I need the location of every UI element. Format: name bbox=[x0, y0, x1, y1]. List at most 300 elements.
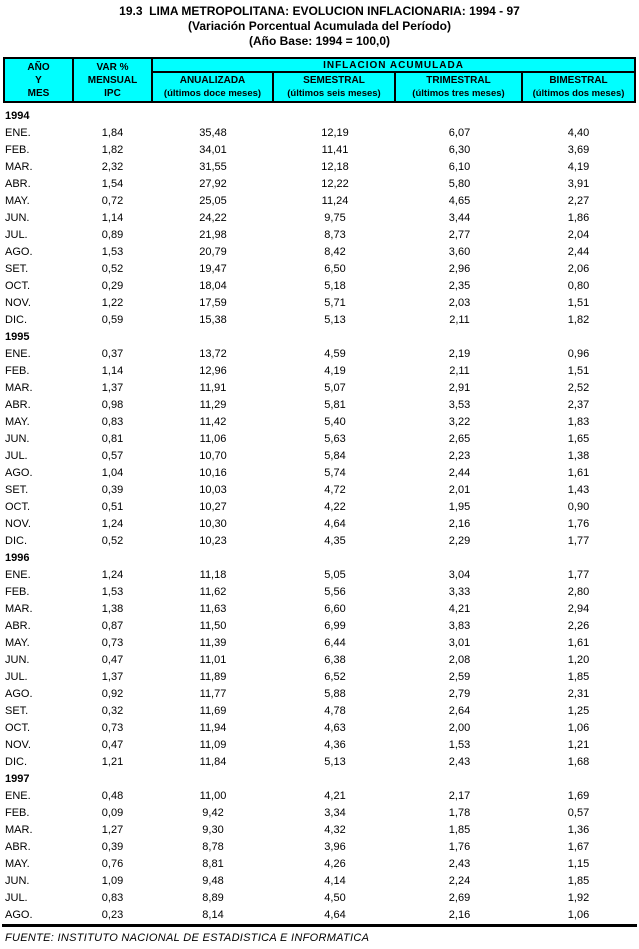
var-mensual-value: 0,87 bbox=[101, 620, 124, 632]
bimestral-value: 2,26 bbox=[567, 620, 590, 632]
month-label: DIC. bbox=[5, 314, 27, 326]
trimestral-value: 2,43 bbox=[448, 756, 471, 768]
header-semestral-note: (últimos seis meses) bbox=[287, 88, 381, 99]
bimestral-value: 1,38 bbox=[567, 450, 590, 462]
data-row bbox=[0, 601, 639, 618]
semestral-value: 5,81 bbox=[324, 399, 346, 411]
data-row bbox=[0, 244, 639, 261]
data-row bbox=[0, 533, 639, 550]
bimestral-value: 1,85 bbox=[567, 875, 590, 887]
semestral-value: 8,42 bbox=[324, 246, 346, 258]
header-subcolumns bbox=[153, 73, 634, 101]
semestral-value: 5,40 bbox=[324, 416, 346, 428]
anualizada-value: 12,96 bbox=[199, 365, 227, 377]
anualizada-value: 25,05 bbox=[199, 195, 227, 207]
data-row bbox=[0, 448, 639, 465]
month-label: JUL. bbox=[5, 892, 28, 904]
month-label: DIC. bbox=[5, 756, 27, 768]
semestral-value: 5,74 bbox=[324, 467, 346, 479]
month-label: ENE. bbox=[5, 569, 31, 581]
semestral-value: 4,59 bbox=[324, 348, 346, 360]
source-note: FUENTE: INSTITUTO NACIONAL DE ESTADISTICA E INFORMATICA bbox=[5, 932, 370, 944]
var-mensual-value: 1,09 bbox=[101, 875, 124, 887]
var-mensual-value: 0,81 bbox=[101, 433, 124, 445]
var-mensual-value: 1,14 bbox=[101, 365, 124, 377]
data-row bbox=[0, 567, 639, 584]
anualizada-value: 17,59 bbox=[199, 297, 227, 309]
var-mensual-value: 0,32 bbox=[101, 705, 124, 717]
bottom-rule bbox=[2, 924, 637, 927]
bimestral-value: 0,57 bbox=[567, 807, 590, 819]
semestral-value: 6,44 bbox=[324, 637, 346, 649]
anualizada-value: 11,94 bbox=[199, 722, 227, 734]
anualizada-value: 10,70 bbox=[199, 450, 227, 462]
var-mensual-value: 0,98 bbox=[101, 399, 124, 411]
month-label: MAY. bbox=[5, 195, 30, 207]
var-mensual-value: 1,14 bbox=[101, 212, 124, 224]
bimestral-value: 1,51 bbox=[567, 297, 590, 309]
data-row bbox=[0, 635, 639, 652]
var-mensual-value: 0,83 bbox=[101, 416, 124, 428]
month-label: FEB. bbox=[5, 807, 30, 819]
data-row bbox=[0, 873, 639, 890]
month-label: MAR. bbox=[5, 382, 33, 394]
bimestral-value: 1,43 bbox=[567, 484, 590, 496]
anualizada-value: 8,78 bbox=[202, 841, 224, 853]
bimestral-value: 1,06 bbox=[567, 722, 590, 734]
bimestral-value: 0,90 bbox=[567, 501, 590, 513]
var-mensual-value: 1,38 bbox=[101, 603, 124, 615]
semestral-value: 5,71 bbox=[324, 297, 346, 309]
trimestral-value: 2,23 bbox=[448, 450, 471, 462]
trimestral-value: 2,69 bbox=[448, 892, 471, 904]
data-row bbox=[0, 618, 639, 635]
var-mensual-value: 1,54 bbox=[101, 178, 124, 190]
data-row bbox=[0, 754, 639, 771]
header-ano: AÑO bbox=[27, 61, 50, 73]
data-row bbox=[0, 465, 639, 482]
month-label: FEB. bbox=[5, 144, 30, 156]
anualizada-value: 8,89 bbox=[202, 892, 224, 904]
bimestral-value: 3,69 bbox=[567, 144, 590, 156]
var-mensual-value: 0,83 bbox=[101, 892, 124, 904]
trimestral-value: 1,95 bbox=[448, 501, 471, 513]
trimestral-value: 2,65 bbox=[448, 433, 471, 445]
year-row: 1995 bbox=[5, 331, 30, 343]
data-row bbox=[0, 397, 639, 414]
month-label: ABR. bbox=[5, 841, 31, 853]
anualizada-value: 10,23 bbox=[199, 535, 227, 547]
header-y: Y bbox=[35, 74, 42, 86]
data-row bbox=[0, 346, 639, 363]
anualizada-value: 31,55 bbox=[199, 161, 227, 173]
data-row bbox=[0, 142, 639, 159]
anualizada-value: 11,63 bbox=[199, 603, 227, 615]
anualizada-value: 11,00 bbox=[199, 790, 227, 802]
trimestral-value: 2,24 bbox=[448, 875, 471, 887]
title-line-3: (Año Base: 1994 = 100,0) bbox=[248, 34, 391, 48]
header-anualizada-label: ANUALIZADA bbox=[179, 75, 246, 86]
bimestral-value: 2,27 bbox=[567, 195, 590, 207]
data-row bbox=[0, 584, 639, 601]
var-mensual-value: 0,47 bbox=[101, 654, 124, 666]
bimestral-value: 1,77 bbox=[567, 569, 590, 581]
month-label: MAY. bbox=[5, 637, 30, 649]
trimestral-value: 2,19 bbox=[448, 348, 471, 360]
bimestral-value: 2,94 bbox=[567, 603, 590, 615]
semestral-value: 5,18 bbox=[324, 280, 346, 292]
bimestral-value: 2,06 bbox=[567, 263, 590, 275]
anualizada-value: 8,81 bbox=[202, 858, 224, 870]
bimestral-value: 2,80 bbox=[567, 586, 590, 598]
trimestral-value: 1,78 bbox=[448, 807, 471, 819]
bimestral-value: 1,21 bbox=[567, 739, 590, 751]
anualizada-value: 9,30 bbox=[202, 824, 224, 836]
var-mensual-value: 1,24 bbox=[101, 569, 124, 581]
month-label: MAR. bbox=[5, 603, 33, 615]
trimestral-value: 3,01 bbox=[448, 637, 471, 649]
semestral-value: 12,18 bbox=[321, 161, 349, 173]
anualizada-value: 11,62 bbox=[199, 586, 227, 598]
var-mensual-value: 1,27 bbox=[101, 824, 124, 836]
bimestral-value: 1,61 bbox=[567, 467, 590, 479]
semestral-value: 4,35 bbox=[324, 535, 346, 547]
semestral-value: 4,78 bbox=[324, 705, 346, 717]
month-label: JUL. bbox=[5, 671, 28, 683]
bimestral-value: 4,40 bbox=[567, 127, 590, 139]
anualizada-value: 9,48 bbox=[202, 875, 224, 887]
var-mensual-value: 0,72 bbox=[101, 195, 124, 207]
semestral-value: 5,88 bbox=[324, 688, 346, 700]
trimestral-value: 3,83 bbox=[448, 620, 471, 632]
bimestral-value: 0,96 bbox=[567, 348, 590, 360]
header-bimestral-note: (últimos dos meses) bbox=[532, 88, 625, 99]
data-row bbox=[0, 431, 639, 448]
data-row bbox=[0, 261, 639, 278]
month-label: FEB. bbox=[5, 586, 30, 598]
data-row bbox=[0, 193, 639, 210]
var-mensual-value: 0,76 bbox=[101, 858, 124, 870]
semestral-value: 5,84 bbox=[324, 450, 346, 462]
month-label: JUN. bbox=[5, 654, 30, 666]
data-row bbox=[0, 890, 639, 907]
trimestral-value: 3,53 bbox=[448, 399, 471, 411]
bimestral-value: 1,25 bbox=[567, 705, 590, 717]
month-label: OCT. bbox=[5, 280, 31, 292]
trimestral-value: 6,07 bbox=[448, 127, 471, 139]
month-label: AGO. bbox=[5, 688, 33, 700]
bimestral-value: 1,69 bbox=[567, 790, 590, 802]
trimestral-value: 2,59 bbox=[448, 671, 471, 683]
trimestral-value: 6,30 bbox=[448, 144, 471, 156]
var-mensual-value: 2,32 bbox=[101, 161, 124, 173]
data-row bbox=[0, 720, 639, 737]
var-mensual-value: 1,22 bbox=[101, 297, 124, 309]
semestral-value: 11,24 bbox=[321, 195, 349, 207]
title-line-1: 19.3 LIMA METROPOLITANA: EVOLUCION INFLACIONARIA: 1994 - 97 bbox=[119, 4, 520, 18]
trimestral-value: 1,53 bbox=[448, 739, 471, 751]
month-label: FEB. bbox=[5, 365, 30, 377]
data-row bbox=[0, 482, 639, 499]
trimestral-value: 2,16 bbox=[448, 518, 471, 530]
trimestral-value: 2,64 bbox=[448, 705, 471, 717]
bimestral-value: 2,04 bbox=[567, 229, 590, 241]
data-row bbox=[0, 363, 639, 380]
anualizada-value: 9,42 bbox=[202, 807, 224, 819]
var-mensual-value: 0,73 bbox=[101, 637, 124, 649]
bimestral-value: 1,77 bbox=[567, 535, 590, 547]
month-label: NOV. bbox=[5, 739, 31, 751]
month-label: ABR. bbox=[5, 399, 31, 411]
semestral-value: 3,34 bbox=[324, 807, 346, 819]
header-mensual: MENSUAL bbox=[87, 74, 138, 86]
anualizada-value: 11,84 bbox=[199, 756, 227, 768]
anualizada-value: 19,47 bbox=[199, 263, 227, 275]
data-row bbox=[0, 210, 639, 227]
month-label: JUL. bbox=[5, 229, 28, 241]
header-semestral bbox=[274, 73, 396, 101]
var-mensual-value: 0,29 bbox=[101, 280, 124, 292]
data-row bbox=[0, 312, 639, 329]
header-inflacion-acumulada: INFLACION ACUMULADA bbox=[153, 59, 634, 73]
month-label: MAY. bbox=[5, 858, 30, 870]
semestral-value: 4,26 bbox=[324, 858, 346, 870]
semestral-value: 12,22 bbox=[321, 178, 349, 190]
semestral-value: 8,73 bbox=[324, 229, 346, 241]
data-row bbox=[0, 703, 639, 720]
month-label: JUN. bbox=[5, 433, 30, 445]
month-label: AGO. bbox=[5, 246, 33, 258]
bimestral-value: 1,15 bbox=[567, 858, 590, 870]
bimestral-value: 1,06 bbox=[567, 909, 590, 921]
anualizada-value: 21,98 bbox=[199, 229, 227, 241]
header-ipc: IPC bbox=[104, 87, 121, 99]
data-row bbox=[0, 516, 639, 533]
semestral-value: 4,36 bbox=[324, 739, 346, 751]
month-label: ABR. bbox=[5, 178, 31, 190]
trimestral-value: 3,22 bbox=[448, 416, 471, 428]
semestral-value: 6,60 bbox=[324, 603, 346, 615]
month-label: SET. bbox=[5, 484, 29, 496]
anualizada-value: 34,01 bbox=[199, 144, 227, 156]
semestral-value: 4,14 bbox=[324, 875, 346, 887]
trimestral-value: 2,00 bbox=[448, 722, 471, 734]
anualizada-value: 11,77 bbox=[199, 688, 227, 700]
month-label: DIC. bbox=[5, 535, 27, 547]
month-label: MAR. bbox=[5, 824, 33, 836]
data-row bbox=[0, 278, 639, 295]
var-mensual-value: 0,09 bbox=[101, 807, 124, 819]
var-mensual-value: 0,47 bbox=[101, 739, 124, 751]
data-row bbox=[0, 380, 639, 397]
semestral-value: 5,13 bbox=[324, 314, 346, 326]
trimestral-value: 2,77 bbox=[448, 229, 471, 241]
var-mensual-value: 1,53 bbox=[101, 586, 124, 598]
trimestral-value: 6,10 bbox=[448, 161, 471, 173]
bimestral-value: 1,61 bbox=[567, 637, 590, 649]
semestral-value: 6,99 bbox=[324, 620, 346, 632]
trimestral-value: 2,91 bbox=[448, 382, 471, 394]
month-label: ABR. bbox=[5, 620, 31, 632]
trimestral-value: 3,44 bbox=[448, 212, 471, 224]
anualizada-value: 18,04 bbox=[199, 280, 227, 292]
bimestral-value: 1,83 bbox=[567, 416, 590, 428]
trimestral-value: 2,79 bbox=[448, 688, 471, 700]
month-label: AGO. bbox=[5, 909, 33, 921]
anualizada-value: 11,06 bbox=[199, 433, 227, 445]
header-trimestral bbox=[396, 73, 523, 101]
data-row bbox=[0, 822, 639, 839]
bimestral-value: 1,82 bbox=[567, 314, 590, 326]
semestral-value: 4,63 bbox=[324, 722, 346, 734]
anualizada-value: 10,16 bbox=[199, 467, 227, 479]
semestral-value: 6,50 bbox=[324, 263, 346, 275]
month-label: MAY. bbox=[5, 416, 30, 428]
header-semestral-label: SEMESTRAL bbox=[303, 75, 365, 86]
var-mensual-value: 0,23 bbox=[101, 909, 124, 921]
var-mensual-value: 1,21 bbox=[101, 756, 124, 768]
anualizada-value: 10,27 bbox=[199, 501, 227, 513]
anualizada-value: 13,72 bbox=[199, 348, 227, 360]
anualizada-value: 11,42 bbox=[199, 416, 227, 428]
data-row bbox=[0, 295, 639, 312]
var-mensual-value: 0,37 bbox=[101, 348, 124, 360]
var-mensual-value: 0,48 bbox=[101, 790, 124, 802]
month-label: AGO. bbox=[5, 467, 33, 479]
var-mensual-value: 0,52 bbox=[101, 263, 124, 275]
data-row bbox=[0, 652, 639, 669]
var-mensual-value: 1,04 bbox=[101, 467, 124, 479]
trimestral-value: 5,80 bbox=[448, 178, 471, 190]
var-mensual-value: 1,37 bbox=[101, 671, 124, 683]
table-body bbox=[0, 108, 639, 924]
header-anualizada-note: (últimos doce meses) bbox=[163, 88, 262, 99]
data-row bbox=[0, 805, 639, 822]
var-mensual-value: 1,37 bbox=[101, 382, 124, 394]
var-mensual-value: 0,59 bbox=[101, 314, 124, 326]
var-mensual-value: 0,51 bbox=[101, 501, 124, 513]
semestral-value: 4,22 bbox=[324, 501, 346, 513]
trimestral-value: 2,96 bbox=[448, 263, 471, 275]
semestral-value: 4,19 bbox=[324, 365, 346, 377]
month-label: JUN. bbox=[5, 875, 30, 887]
anualizada-value: 10,03 bbox=[199, 484, 227, 496]
var-mensual-value: 0,39 bbox=[101, 484, 124, 496]
trimestral-value: 2,35 bbox=[448, 280, 471, 292]
var-mensual-value: 1,82 bbox=[101, 144, 124, 156]
bimestral-value: 1,85 bbox=[567, 671, 590, 683]
trimestral-value: 2,16 bbox=[448, 909, 471, 921]
semestral-value: 6,38 bbox=[324, 654, 346, 666]
bimestral-value: 2,37 bbox=[567, 399, 590, 411]
header-bimestral bbox=[523, 73, 634, 101]
header-ano-y-mes bbox=[5, 59, 74, 101]
month-label: SET. bbox=[5, 263, 29, 275]
semestral-value: 5,56 bbox=[324, 586, 346, 598]
month-label: NOV. bbox=[5, 297, 31, 309]
semestral-value: 6,52 bbox=[324, 671, 346, 683]
year-row: 1994 bbox=[5, 110, 30, 122]
bimestral-value: 0,80 bbox=[567, 280, 590, 292]
data-row bbox=[0, 499, 639, 516]
semestral-value: 4,64 bbox=[324, 518, 346, 530]
header-trimestral-note: (últimos tres meses) bbox=[412, 88, 505, 99]
data-row bbox=[0, 669, 639, 686]
anualizada-value: 35,48 bbox=[199, 127, 227, 139]
trimestral-value: 3,04 bbox=[448, 569, 471, 581]
semestral-value: 4,50 bbox=[324, 892, 346, 904]
trimestral-value: 2,08 bbox=[448, 654, 471, 666]
var-mensual-value: 0,73 bbox=[101, 722, 124, 734]
semestral-value: 9,75 bbox=[324, 212, 346, 224]
semestral-value: 5,05 bbox=[324, 569, 346, 581]
semestral-value: 5,07 bbox=[324, 382, 346, 394]
bimestral-value: 1,36 bbox=[567, 824, 590, 836]
anualizada-value: 11,18 bbox=[199, 569, 227, 581]
semestral-value: 5,63 bbox=[324, 433, 346, 445]
month-label: OCT. bbox=[5, 501, 31, 513]
semestral-value: 12,19 bbox=[321, 127, 349, 139]
semestral-value: 4,32 bbox=[324, 824, 346, 836]
bimestral-value: 3,91 bbox=[567, 178, 590, 190]
month-label: ENE. bbox=[5, 127, 31, 139]
month-label: ENE. bbox=[5, 790, 31, 802]
month-label: NOV. bbox=[5, 518, 31, 530]
var-mensual-value: 1,84 bbox=[101, 127, 124, 139]
var-mensual-value: 0,52 bbox=[101, 535, 124, 547]
bimestral-value: 2,31 bbox=[567, 688, 590, 700]
anualizada-value: 11,50 bbox=[199, 620, 227, 632]
bimestral-value: 1,76 bbox=[567, 518, 590, 530]
data-row bbox=[0, 737, 639, 754]
header-bimestral-label: BIMESTRAL bbox=[549, 75, 608, 86]
anualizada-value: 27,92 bbox=[199, 178, 227, 190]
data-row bbox=[0, 856, 639, 873]
anualizada-value: 11,29 bbox=[199, 399, 227, 411]
var-mensual-value: 0,57 bbox=[101, 450, 124, 462]
bimestral-value: 1,67 bbox=[567, 841, 590, 853]
header-var-mensual-ipc bbox=[74, 59, 153, 101]
anualizada-value: 20,79 bbox=[199, 246, 227, 258]
anualizada-value: 11,89 bbox=[199, 671, 227, 683]
trimestral-value: 1,85 bbox=[448, 824, 471, 836]
semestral-value: 5,13 bbox=[324, 756, 346, 768]
data-row bbox=[0, 159, 639, 176]
var-mensual-value: 1,24 bbox=[101, 518, 124, 530]
month-label: JUN. bbox=[5, 212, 30, 224]
data-row bbox=[0, 414, 639, 431]
month-label: OCT. bbox=[5, 722, 31, 734]
trimestral-value: 4,21 bbox=[448, 603, 471, 615]
anualizada-value: 10,30 bbox=[199, 518, 227, 530]
trimestral-value: 1,76 bbox=[448, 841, 471, 853]
anualizada-value: 11,69 bbox=[199, 705, 227, 717]
bimestral-value: 1,51 bbox=[567, 365, 590, 377]
header-trimestral-label: TRIMESTRAL bbox=[426, 75, 491, 86]
title-line-2: (Variación Porcentual Acumulada del Período) bbox=[188, 19, 451, 33]
trimestral-value: 2,44 bbox=[448, 467, 471, 479]
bimestral-value: 1,65 bbox=[567, 433, 590, 445]
var-mensual-value: 0,89 bbox=[101, 229, 124, 241]
data-row bbox=[0, 227, 639, 244]
var-mensual-value: 0,39 bbox=[101, 841, 124, 853]
trimestral-value: 3,60 bbox=[448, 246, 471, 258]
bimestral-value: 4,19 bbox=[567, 161, 590, 173]
trimestral-value: 2,11 bbox=[449, 365, 470, 377]
month-label: MAR. bbox=[5, 161, 33, 173]
table-header bbox=[3, 57, 636, 103]
header-inflacion-acumulada-group bbox=[153, 59, 634, 101]
